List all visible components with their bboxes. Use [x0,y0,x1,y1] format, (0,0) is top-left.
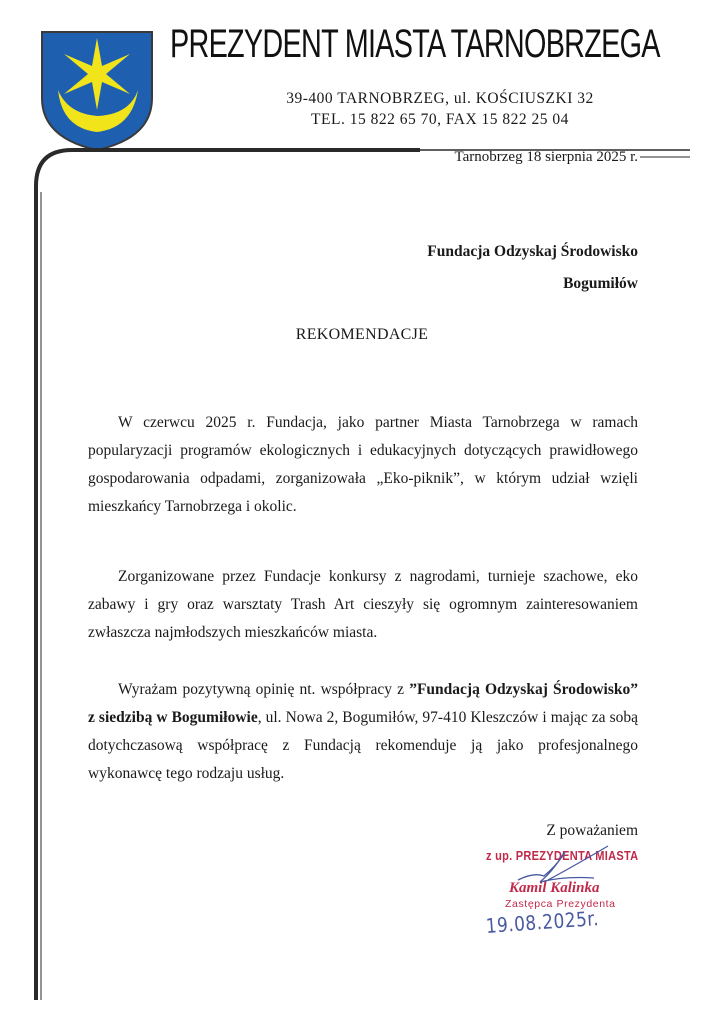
paragraph-3-bold: ”Fundacją Odzyskaj Środowisko” z siedzibą w Bogumiłowie [88,681,638,726]
stamp-signatory-role: Zastępca Prezydenta [505,898,616,910]
closing-salutation: Z poważaniem [546,822,638,839]
issuer-address [250,88,630,130]
handwritten-signature-icon [504,836,624,896]
paragraph-3-intro: Wyrażam pozytywną opinię nt. współpracy z [118,681,410,698]
paragraph-1: W czerwcu 2025 r. Fundacja, jako partner Miasta Tarnobrzega w ramach popularyzacji programów ekologicznych i edukacyjnych dotyczących prawidłowego gospodarowania odpadami, zorganizowała „Eko-piknik”, w którym udział wzięli mieszkańcy Tarnobrzega i okolic. [88,414,638,515]
city-coat-of-arms-icon [38,28,156,154]
document-heading: REKOMENDACJE [295,326,429,343]
paragraph-2: Zorganizowane przez Fundacje konkursy z nagrodami, turnieje szachowe, eko zabawy i gry oraz warsztaty Trash Art cieszyły się ogromnym zainteresowaniem zwłaszcza najmłodszych mieszkańców miasta. [88,568,638,641]
handwritten-date: 19.08.2025r. [485,906,600,938]
stamp-authority-line: z up. PREZYDENTA MIASTA [486,848,639,863]
recipient-name: Fundacja Odzyskaj Środowisko [427,243,638,260]
stamp-signatory-name: Kamil Kalinka [509,880,600,896]
issuer-title: PREZYDENT MIASTA TARNOBRZEGA [170,22,660,66]
address-line: 39-400 TARNOBRZEG, ul. KOŚCIUSZKI 32 [286,90,594,107]
recipient-city: Bogumiłów [563,275,638,292]
paragraph-3 [88,676,638,788]
paragraph-3-rest: , ul. Nowa 2, Bogumiłów, 97-410 Kleszczów i mając za sobą dotychczasową współpracę z Fundacją rekomenduje ją jako profesjonalnego wykonawcę tego rodzaju usług. [88,709,638,782]
letter-date: Tarnobrzeg 18 sierpnia 2025 r. [454,149,638,165]
recipient-block [427,236,638,300]
phone-line: TEL. 15 822 65 70, FAX 15 822 25 04 [311,111,569,128]
